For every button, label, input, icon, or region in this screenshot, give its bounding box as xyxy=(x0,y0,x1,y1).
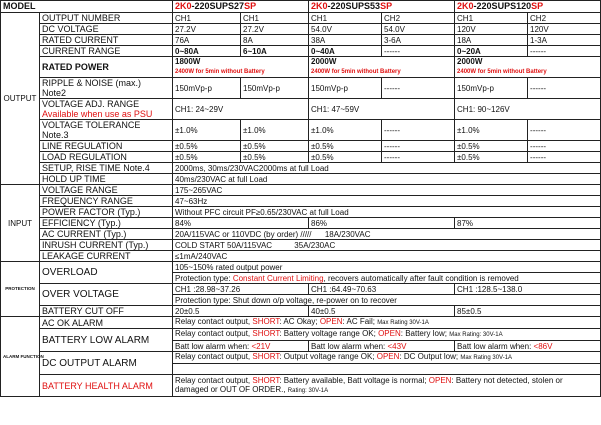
section-output: OUTPUT xyxy=(1,13,40,185)
power-120: 2000W 2400W for 5min without Battery xyxy=(455,57,601,78)
cell: 0~20A xyxy=(455,46,528,57)
cutoff-row xyxy=(1,306,601,317)
cell: ------ xyxy=(528,78,601,99)
section-input: INPUT xyxy=(1,185,40,262)
cell: ±1.0% xyxy=(241,120,309,141)
cell: ------ xyxy=(382,141,455,152)
vadj-row xyxy=(1,99,601,120)
cell: 85±0.5 xyxy=(455,306,601,317)
row-label: LOAD REGULATION xyxy=(40,152,173,163)
row-label: LINE REGULATION xyxy=(40,141,173,152)
cell: 18A xyxy=(455,35,528,46)
row-label: VOLTAGE TOLERANCE Note.3 xyxy=(40,120,173,141)
cell: ±1.0% xyxy=(455,120,528,141)
power-53: 2000W 2400W for 5min without Battery xyxy=(309,57,455,78)
model-120: 2K0-220SUPS120SP xyxy=(455,1,601,13)
cell: 3-6A xyxy=(382,35,455,46)
cell: 27.2V xyxy=(173,24,241,35)
cell: 54.0V xyxy=(382,24,455,35)
model-27: 2K0-220SUPS27SP xyxy=(173,1,309,13)
cell: CH2 xyxy=(528,13,601,24)
cell: CH1 xyxy=(455,13,528,24)
cell: ±0.5% xyxy=(173,141,241,152)
row-label: DC OUTPUT ALARM xyxy=(40,352,173,375)
cell: 0~40A xyxy=(309,46,382,57)
cell: ±1.0% xyxy=(173,120,241,141)
row-label: RIPPLE & NOISE (max.) Note2 xyxy=(40,78,173,99)
eff-row xyxy=(1,218,601,229)
cell: CH1: 90~126V xyxy=(455,99,601,120)
vrange-row xyxy=(1,185,601,196)
cell: 150mVp-p xyxy=(455,78,528,99)
cell: Batt low alarm when: <21V xyxy=(173,341,309,352)
cell: 120V xyxy=(455,24,528,35)
cell: 150mVp-p xyxy=(173,78,241,99)
row-label: RATED CURRENT xyxy=(40,35,173,46)
model-53: 2K0-220SUPS53SP xyxy=(309,1,455,13)
row-label: VOLTAGE ADJ. RANGE Available when use as PSU xyxy=(40,99,173,120)
overvoltage-row-1 xyxy=(1,284,601,295)
dcout-row-1 xyxy=(1,352,601,364)
cell: 86% xyxy=(309,218,455,229)
cell: 76A xyxy=(173,35,241,46)
row-label: DC VOLTAGE xyxy=(40,24,173,35)
cell: ±1.0% xyxy=(309,120,382,141)
row-label: RATED POWER xyxy=(40,57,173,78)
cell: CH1 :28.98~37.26 xyxy=(173,284,309,295)
cell: Relay contact output, SHORT: AC Okay; OPEN: AC Fail; Max Rating 30V-1A xyxy=(173,317,601,329)
row-label: EFFICIENCY (Typ.) xyxy=(40,218,173,229)
cell: Batt low alarm when: <43V xyxy=(309,341,455,352)
cell: ±0.5% xyxy=(309,141,382,152)
section-alarm: ALARM FUNCTION xyxy=(1,317,40,397)
cell: ±0.5% xyxy=(309,152,382,163)
cell: ±0.5% xyxy=(455,152,528,163)
cell: ±0.5% xyxy=(455,141,528,152)
row-label: POWER FACTOR (Typ.) xyxy=(40,207,173,218)
cell: Protection type: Constant Current Limiting, recovers automatically after fault condition is removed xyxy=(173,273,601,284)
cell: ±0.5% xyxy=(173,152,241,163)
row-label: VOLTAGE RANGE xyxy=(40,185,173,196)
cell: ±0.5% xyxy=(241,141,309,152)
row-label: FREQUENCY RANGE xyxy=(40,196,173,207)
cell: CH2 xyxy=(382,13,455,24)
cell: 38A xyxy=(309,35,382,46)
cell: ------ xyxy=(528,141,601,152)
cell: ≤1mA/240VAC xyxy=(173,251,601,262)
rated-current-row xyxy=(1,35,601,46)
health-row-1 xyxy=(1,375,601,386)
row-label: BATTERY LOW ALARM xyxy=(40,329,173,352)
cell: Protection type: Shut down o/p voltage, re-power on to recover xyxy=(173,295,601,306)
cell: ------ xyxy=(382,78,455,99)
cell: ------ xyxy=(528,46,601,57)
cell: 120V xyxy=(528,24,601,35)
cell: 84% xyxy=(173,218,309,229)
cell xyxy=(173,364,601,375)
output-number-row xyxy=(1,13,601,24)
row-label: AC CURRENT (Typ.) xyxy=(40,229,173,240)
cell: Batt low alarm when: <86V xyxy=(455,341,601,352)
cell: 20±0.5 xyxy=(173,306,309,317)
cell: ------ xyxy=(528,120,601,141)
cell: 20A/115VAC or 110VDC (by order) ///// 18A/230VAC xyxy=(173,229,601,240)
cell: 40±0.5 xyxy=(309,306,455,317)
row-label: BATTERY CUT OFF xyxy=(40,306,173,317)
row-label: SETUP, RISE TIME Note.4 xyxy=(40,163,173,174)
cell: ±0.5% xyxy=(241,152,309,163)
cell: CH1 :128.5~138.0 xyxy=(455,284,601,295)
cell: CH1 xyxy=(173,13,241,24)
cell: CH1: 24~29V xyxy=(173,99,309,120)
cell: 150mVp-p xyxy=(241,78,309,99)
vtol-row xyxy=(1,120,601,141)
load-reg-row xyxy=(1,152,601,163)
row-label: INRUSH CURRENT (Typ.) xyxy=(40,240,173,251)
current-range-row xyxy=(1,46,601,57)
cell: Relay contact output, SHORT: Battery voltage range OK; OPEN: Battery low; Max Rating: 30V-1A xyxy=(173,329,601,341)
cell: ------ xyxy=(382,46,455,57)
cell: ------ xyxy=(382,120,455,141)
row-label: HOLD UP TIME xyxy=(40,174,173,185)
cell: 87% xyxy=(455,218,601,229)
power-27: 1800W 2400W for 5min without Battery xyxy=(173,57,309,78)
section-protection: PROTECTION xyxy=(1,262,40,317)
model-row xyxy=(1,1,601,13)
cell: 47~63Hz xyxy=(173,196,601,207)
cell: 8A xyxy=(241,35,309,46)
dc-voltage-row xyxy=(1,24,601,35)
cell: CH1 xyxy=(241,13,309,24)
row-label: BATTERY HEALTH ALARM xyxy=(40,375,173,397)
overload-row-1 xyxy=(1,262,601,273)
cell: 27.2V xyxy=(241,24,309,35)
cell: 6~10A xyxy=(241,46,309,57)
row-label: OUTPUT NUMBER xyxy=(40,13,173,24)
cell: 54.0V xyxy=(309,24,382,35)
cell: CH1: 47~59V xyxy=(309,99,455,120)
acok-row xyxy=(1,317,601,329)
inrush-row xyxy=(1,240,601,251)
cell: COLD START 50A/115VAC 35A/230AC xyxy=(173,240,601,251)
frange-row xyxy=(1,196,601,207)
cell: 1-3A xyxy=(528,35,601,46)
ac-current-row xyxy=(1,229,601,240)
batlow-row-1 xyxy=(1,329,601,341)
cell: Relay contact output, SHORT: Battery available, Batt voltage is normal; OPEN: Battery not detected, stolen or damaged or OUT OF ORDER., Rating: 30V-1A xyxy=(173,375,601,397)
leakage-row xyxy=(1,251,601,262)
cell: CH1 :64.49~70.63 xyxy=(309,284,455,295)
cell: 175~265VAC xyxy=(173,185,601,196)
cell: Relay contact output, SHORT: Output voltage range OK; OPEN: DC Output low; Max Rating 30V-1A xyxy=(173,352,601,364)
cell: ------ xyxy=(528,152,601,163)
cell: CH1 xyxy=(309,13,382,24)
cell: Without PFC circuit PF≥0.65/230VAC at full Load xyxy=(173,207,601,218)
cell: 0~80A xyxy=(173,46,241,57)
cell: 105~150% rated output power xyxy=(173,262,601,273)
cell: 2000ms, 30ms/230VAC2000ms at full Load xyxy=(173,163,601,174)
row-label: OVER VOLTAGE xyxy=(40,284,173,306)
cell: ------ xyxy=(382,152,455,163)
row-label: CURRENT RANGE xyxy=(40,46,173,57)
cell: 150mVp-p xyxy=(309,78,382,99)
pf-row xyxy=(1,207,601,218)
model-label: MODEL xyxy=(1,1,173,13)
row-label: OVERLOAD xyxy=(40,262,173,284)
row-label: LEAKAGE CURRENT xyxy=(40,251,173,262)
hold-row xyxy=(1,174,601,185)
row-label: AC OK ALARM xyxy=(40,317,173,329)
cell: 40ms/230VAC at full Load xyxy=(173,174,601,185)
rated-power-row xyxy=(1,57,601,78)
line-reg-row xyxy=(1,141,601,152)
ripple-row xyxy=(1,78,601,99)
setup-row xyxy=(1,163,601,174)
